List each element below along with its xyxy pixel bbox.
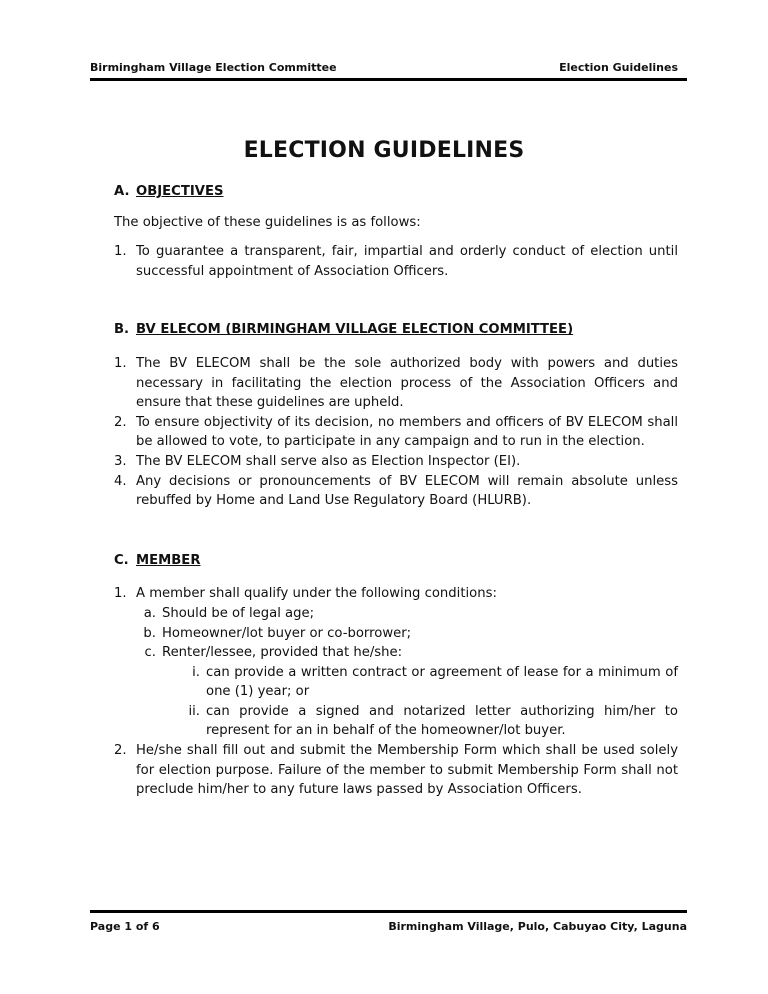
document-body	[114, 182, 678, 800]
page-number: Page 1 of 6	[90, 920, 160, 933]
section-letter: C.	[114, 552, 129, 568]
subitem-marker: a.	[143, 605, 156, 621]
subsubitem-marker: ii.	[188, 703, 200, 719]
item-number: 1.	[114, 586, 127, 602]
section-c-list	[114, 584, 678, 604]
subsubitem-marker: i.	[192, 664, 200, 680]
subitem-marker: b.	[143, 625, 156, 641]
list-item	[114, 741, 678, 800]
subitem	[136, 624, 678, 644]
list-item	[114, 242, 678, 281]
subsubitem-list	[180, 663, 678, 741]
subsubitem-text: can provide a written contract or agreement of lease for a minimum of one (1) year; or	[206, 664, 678, 700]
section-letter: A.	[114, 184, 130, 199]
section-c-heading	[114, 551, 678, 571]
subitem-text: Renter/lessee, provided that he/she:	[162, 645, 403, 661]
item-text: A member shall qualify under the following conditions:	[136, 586, 497, 602]
item-number: 4.	[114, 473, 127, 489]
section-a-heading	[114, 182, 678, 202]
footer-address: Birmingham Village, Pulo, Cabuyao City, Laguna	[388, 920, 687, 933]
list-item	[114, 354, 678, 413]
subitem-text: Homeowner/lot buyer or co-borrower;	[162, 625, 412, 641]
item-number: 2.	[114, 414, 127, 430]
list-item	[114, 413, 678, 452]
list-item	[114, 584, 678, 604]
item-text: Any decisions or pronouncements of BV ELECOM will remain absolute unless rebuffed by Home and Land Use Regulatory Board (HLURB).	[136, 473, 678, 509]
footer-rule	[90, 910, 687, 913]
page-title: ELECTION GUIDELINES	[243, 138, 525, 163]
subitem-text: Should be of legal age;	[162, 605, 315, 621]
section-b-list	[114, 354, 678, 511]
section-a-intro: The objective of these guidelines is as follows:	[114, 214, 421, 230]
item-text: To guarantee a transparent, fair, impartial and orderly conduct of election until successful appointment of Association Officers.	[136, 244, 678, 279]
section-letter: B.	[114, 322, 130, 338]
item-text: The BV ELECOM shall be the sole authorized body with powers and duties necessary in facilitating the election process of the Association Officers and ensure that these guidelines are upheld.	[136, 355, 678, 411]
list-item	[114, 472, 678, 511]
page-header	[90, 61, 678, 77]
item-number: 1.	[114, 244, 127, 260]
section-title: BV ELECOM (BIRMINGHAM VILLAGE ELECTION COMMITTEE)	[136, 322, 574, 338]
section-b-heading	[114, 320, 678, 340]
subitem	[136, 604, 678, 624]
section-title: MEMBER	[136, 552, 201, 568]
header-right-text: Election Guidelines	[559, 61, 678, 74]
subitem-marker: c.	[144, 645, 156, 661]
item-number: 3.	[114, 453, 127, 469]
subsubitem	[180, 663, 678, 702]
header-left-text: Birmingham Village Election Committee	[90, 61, 337, 74]
item-text: To ensure objectivity of its decision, no members and officers of BV ELECOM shall be allowed to vote, to participate in any campaign and to run in the election.	[136, 414, 678, 450]
header-rule	[90, 78, 687, 81]
item-number: 1.	[114, 355, 127, 371]
item-text: The BV ELECOM shall serve also as Election Inspector (EI).	[136, 453, 521, 469]
section-c-list-continued	[114, 741, 678, 800]
subitem-list	[136, 604, 678, 663]
section-title: OBJECTIVES	[136, 184, 224, 199]
subsubitem-text: can provide a signed and notarized letter authorizing him/her to represent for an in behalf of the homeowner/lot buyer.	[206, 703, 678, 739]
subitem	[136, 643, 678, 663]
subsubitem	[180, 702, 678, 741]
section-a-list	[114, 242, 678, 281]
item-number: 2.	[114, 743, 127, 759]
list-item	[114, 452, 678, 472]
item-text: He/she shall fill out and submit the Membership Form which shall be used solely for election purpose. Failure of the member to submit Membership Form shall not preclude him/her to any future laws passed by Association Officers.	[136, 743, 678, 798]
